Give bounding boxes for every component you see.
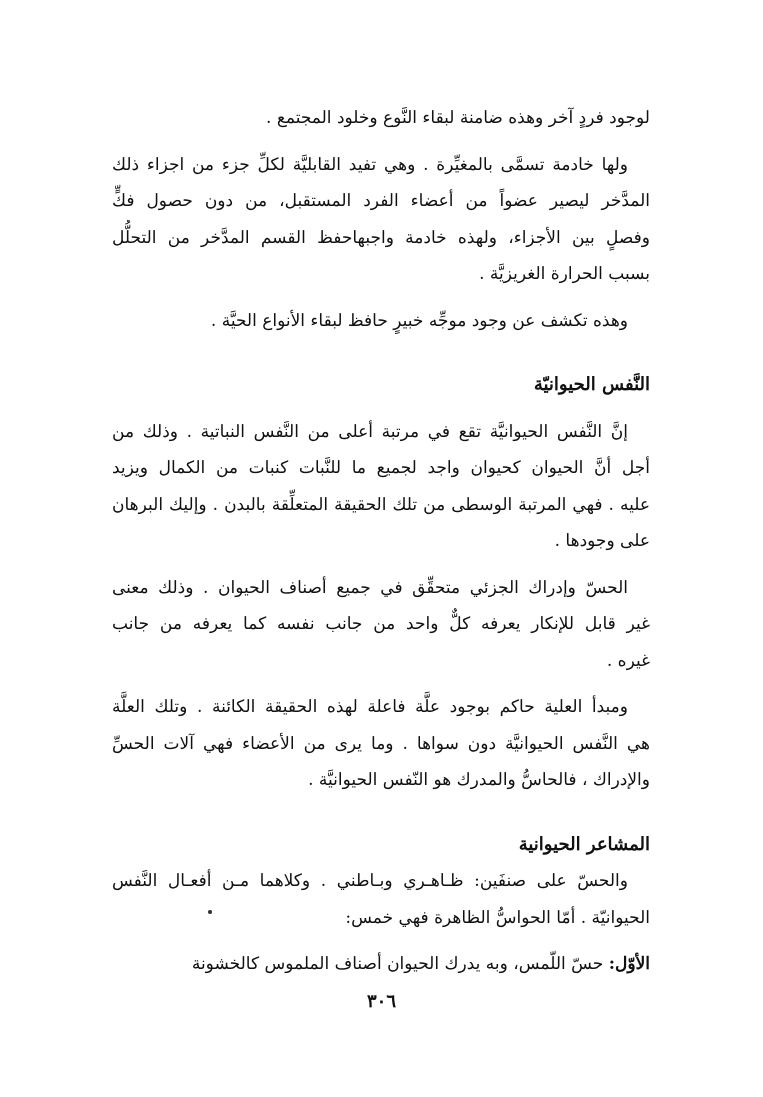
text-line: والحسّ على صنفَين: ظـاهـري وبـاطني . وكلاهما مـن أفعـال النَّفس [112,871,628,891]
section-heading-animal-soul [112,367,650,404]
text-line: والإدراك ، فالحاسُّ والمدرك هو النّفس الحيوانيَّة . [308,770,650,790]
text-line: ولها خادمة تسمَّى بالمغيِّرة . وهي تفيد القابليَّة لكلِّ جزء من اجزاء ذلك [112,154,628,175]
text-line-body: حسّ اللّمس، وبه يدرك الحيوان أصناف الملموس كالخشونة [191,954,604,974]
page-number: ٣٠٦ [366,991,396,1012]
paragraph-sense-types [112,863,650,936]
paragraph-sensation [112,570,650,680]
paragraph-guide [112,303,650,340]
text-line: غير قابل للإنكار يعرفه كلٌّ واحد من جانب نفسه كما يعرفه من جانب [112,614,650,634]
text-line [112,946,650,983]
text-line: على وجودها . [554,531,650,551]
text-line: الحيوانيّة . أمّا الحواسُّ الظاهرة فهي خمس: [345,907,650,928]
list-lead-label: الأوّل: [608,954,650,974]
text-line: وفصلٍ بين الأجزاء، ولهذه خادمة واجبهاحفظ القسم المدَّخر من التحلُّل [112,227,650,248]
text-line: بسبب الحرارة الغريزيَّة . [479,264,650,284]
text-line: الحسّ وإدراك الجزئي متحقِّق في جميع أصناف الحيوان . وذلك معنى [112,577,628,598]
page-body [112,100,650,983]
paragraph-mughayyira [112,147,650,293]
section-heading-animal-senses [112,827,650,864]
paragraph-causality [112,689,650,799]
heading-text: المشاعر الحيوانية [518,833,650,855]
ink-speck [208,910,212,914]
text-line: إنَّ النَّفس الحيوانيَّة تقع في مرتبة أعلى من النَّفس النباتية . وذلك من [112,421,628,442]
paragraph-animal-soul-rank [112,414,650,560]
text-line: عليه . فهي المرتبة الوسطى من تلك الحقيقة المتعلِّقة بالبدن . وإليك البرهان [112,494,650,515]
heading-text: النَّفس الحيوانيّة [533,374,650,395]
paragraph-continuation [112,100,650,137]
text-line: أجل أنَّ الحيوان كحيوان واجد لجميع ما للنَّبات كنبات من الكمال ويزيد [112,458,650,478]
text-line: غيره . [606,650,650,671]
text-line: وهذه تكشف عن وجود موجِّه خبيرٍ حافظ لبقاء الأنواع الحيَّة . [210,310,628,331]
paragraph-first-sense [112,946,650,983]
text-line: هي النَّفس الحيوانيَّة دون سواها . وما يرى من الأعضاء فهي آلات الحسِّ [112,733,650,754]
text-line: ومبدأ العلية حاكم بوجود علَّة فاعلة لهذه الحقيقة الكائنة . وتلك العلَّة [112,697,628,717]
text-line: المدَّخر ليصير عضواً من أعضاء الفرد المستقبل، من دون حصول فكٍّ [112,191,650,211]
text-line: لوجود فردٍ آخر وهذه ضامنة لبقاء النَّوع وخلود المجتمع . [266,108,650,128]
